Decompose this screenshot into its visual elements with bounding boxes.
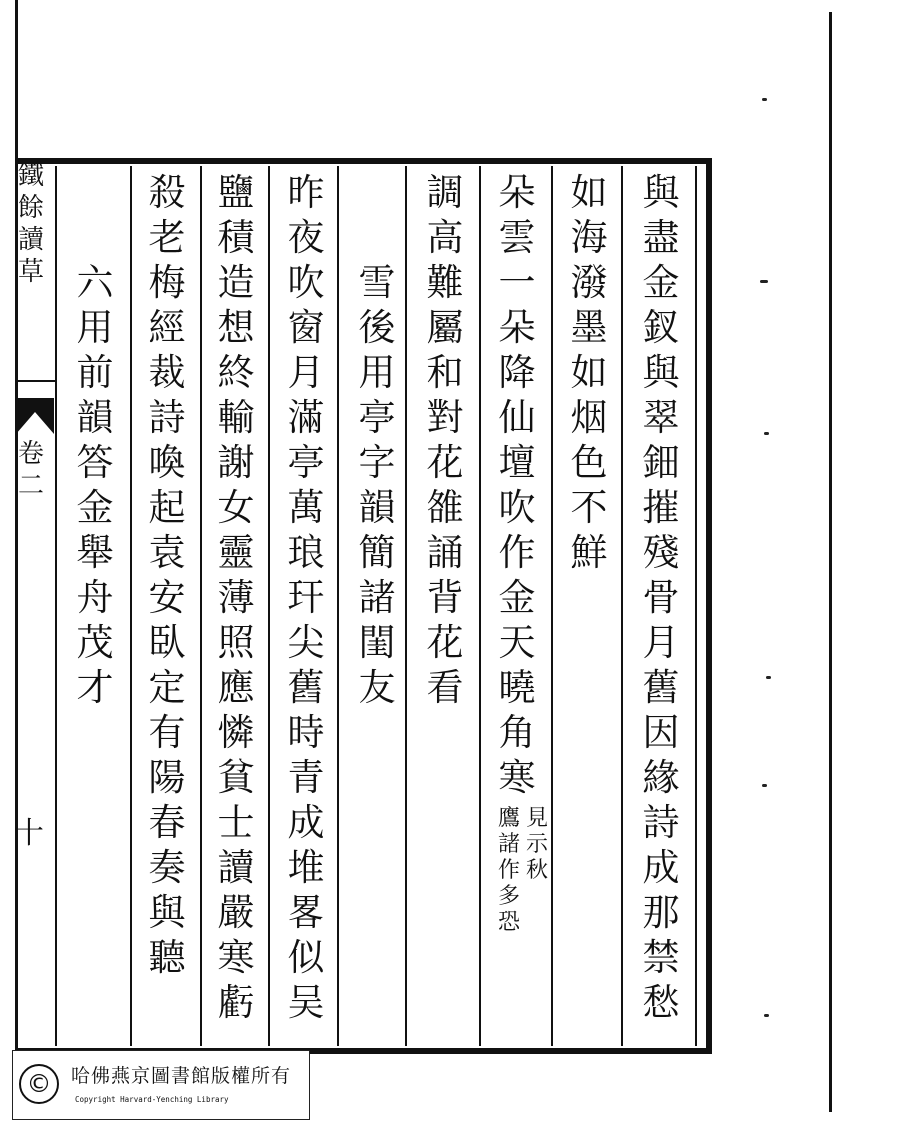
glyph: 前 [76, 351, 114, 394]
glyph: 時 [287, 711, 325, 754]
glyph: 袁 [148, 531, 186, 574]
glyph: 畧 [287, 891, 325, 934]
text-column-6 [283, 170, 329, 1025]
glyph: 韻 [76, 396, 114, 439]
glyph: 輸 [217, 396, 255, 439]
glyph: 造 [217, 261, 255, 304]
glyph: 萬 [287, 486, 325, 529]
glyph: 讀 [17, 225, 44, 255]
glyph: 那 [642, 891, 680, 934]
glyph: 六 [76, 261, 114, 304]
glyph: 月 [287, 351, 325, 394]
glyph: 雪 [358, 261, 396, 304]
glyph: 不 [570, 486, 608, 529]
glyph: 尖 [287, 621, 325, 664]
glyph: 花 [426, 441, 464, 484]
column-divider [268, 166, 270, 1046]
glyph: 見 [526, 806, 549, 831]
glyph: 舊 [642, 666, 680, 709]
glyph: 詩 [642, 801, 680, 844]
glyph: 有 [148, 711, 186, 754]
fish-tail-mark [16, 398, 54, 434]
glyph: 奏 [148, 846, 186, 889]
column-divider [55, 166, 57, 1046]
glyph: 謝 [217, 441, 255, 484]
glyph: 答 [76, 441, 114, 484]
glyph: 後 [358, 306, 396, 349]
glyph: 愁 [642, 981, 680, 1024]
scan-speck [766, 676, 771, 679]
glyph: 友 [358, 666, 396, 709]
glyph: 琅 [287, 531, 325, 574]
copyright-symbol: © [19, 1064, 59, 1104]
glyph: 烟 [570, 396, 608, 439]
glyph: 亭 [358, 396, 396, 439]
glyph: 調 [426, 171, 464, 214]
scan-speck [764, 1014, 769, 1017]
glyph: 韻 [358, 486, 396, 529]
glyph: 舉 [76, 531, 114, 574]
glyph: 積 [217, 216, 255, 259]
glyph: 鐵 [17, 161, 44, 191]
glyph: 照 [217, 621, 255, 664]
glyph: 因 [642, 711, 680, 754]
margin-page-number: 十 [14, 816, 44, 851]
glyph: 金 [76, 486, 114, 529]
glyph: 夜 [287, 216, 325, 259]
column-divider [551, 166, 553, 1046]
glyph: 窗 [287, 306, 325, 349]
glyph: 二 [17, 471, 44, 501]
glyph: 薄 [217, 576, 255, 619]
glyph: 曉 [498, 666, 536, 709]
glyph: 摧 [642, 486, 680, 529]
glyph: 翠 [642, 396, 680, 439]
glyph: 秋 [526, 858, 549, 883]
glyph: 用 [358, 351, 396, 394]
glyph: 金 [498, 576, 536, 619]
glyph: 虧 [217, 981, 255, 1024]
glyph: 餘 [17, 193, 44, 223]
poem-title-column [72, 260, 118, 710]
column-divider [337, 166, 339, 1046]
glyph: 簡 [358, 531, 396, 574]
glyph: 安 [148, 576, 186, 619]
glyph: 成 [642, 846, 680, 889]
column-divider [479, 166, 481, 1046]
glyph: 青 [287, 756, 325, 799]
glyph: 海 [570, 216, 608, 259]
glyph: 朵 [498, 171, 536, 214]
copyright-holder: 哈佛燕京圖書館版權所有 [71, 1065, 292, 1087]
text-column-1 [638, 170, 684, 1025]
glyph: 花 [426, 621, 464, 664]
glyph: 應 [217, 666, 255, 709]
glyph: 緣 [642, 756, 680, 799]
glyph: 閨 [358, 621, 396, 664]
glyph: 靈 [217, 531, 255, 574]
column-divider [405, 166, 407, 1046]
scan-speck [764, 432, 769, 435]
glyph: 骨 [642, 576, 680, 619]
glyph: 亭 [287, 441, 325, 484]
glyph: 吹 [498, 486, 536, 529]
interlinear-note-right [526, 806, 548, 884]
glyph: 才 [76, 666, 114, 709]
page-right-edge [829, 12, 832, 1112]
glyph: 難 [426, 261, 464, 304]
glyph: 似 [287, 936, 325, 979]
glyph: 昨 [287, 171, 325, 214]
glyph: 壇 [498, 441, 536, 484]
glyph: 成 [287, 801, 325, 844]
glyph: 諸 [358, 576, 396, 619]
glyph: 和 [426, 351, 464, 394]
copyright-stamp [12, 1050, 310, 1120]
glyph: 仙 [498, 396, 536, 439]
glyph: 殺 [148, 171, 186, 214]
glyph: 嚴 [217, 891, 255, 934]
glyph: 金 [642, 261, 680, 304]
glyph: 卷 [17, 439, 44, 469]
frame-inner-rule [695, 166, 697, 1046]
glyph: 高 [426, 216, 464, 259]
glyph: 如 [570, 171, 608, 214]
glyph: 女 [217, 486, 255, 529]
glyph: 潑 [570, 261, 608, 304]
margin-book-title [16, 160, 46, 288]
glyph: 禁 [642, 936, 680, 979]
margin-volume [16, 438, 46, 502]
glyph: 滿 [287, 396, 325, 439]
glyph: 一 [498, 261, 536, 304]
glyph: 憐 [217, 711, 255, 754]
scan-speck [760, 280, 768, 283]
glyph: 雲 [498, 216, 536, 259]
text-column-2 [566, 170, 612, 575]
glyph: 吹 [287, 261, 325, 304]
glyph: 屬 [426, 306, 464, 349]
glyph: 臥 [148, 621, 186, 664]
glyph: 春 [148, 801, 186, 844]
glyph: 恐 [498, 910, 521, 935]
glyph: 玕 [287, 576, 325, 619]
copyright-line: Copyright Harvard-Yenching Library [75, 1095, 229, 1104]
glyph: 鷹 [498, 806, 521, 831]
glyph: 雒 [426, 486, 464, 529]
glyph: 用 [76, 306, 114, 349]
scan-speck [762, 784, 767, 787]
glyph: 鈿 [642, 441, 680, 484]
glyph: 想 [217, 306, 255, 349]
scan-speck [762, 98, 767, 101]
glyph: 降 [498, 351, 536, 394]
text-column-3 [494, 170, 540, 800]
glyph: 如 [570, 351, 608, 394]
text-column-7 [213, 170, 259, 1025]
glyph: 看 [426, 666, 464, 709]
poem-title-column [354, 260, 400, 710]
glyph: 喚 [148, 441, 186, 484]
glyph: 草 [17, 257, 44, 287]
glyph: 裁 [148, 351, 186, 394]
glyph: 終 [217, 351, 255, 394]
glyph: 釵 [642, 306, 680, 349]
glyph: 角 [498, 711, 536, 754]
column-divider [200, 166, 202, 1046]
glyph: 茂 [76, 621, 114, 664]
glyph: 與 [148, 891, 186, 934]
glyph: 舊 [287, 666, 325, 709]
text-column-4 [422, 170, 468, 710]
glyph: 殘 [642, 531, 680, 574]
glyph: 舟 [76, 576, 114, 619]
glyph: 墨 [570, 306, 608, 349]
column-divider [130, 166, 132, 1046]
glyph: 朵 [498, 306, 536, 349]
glyph: 背 [426, 576, 464, 619]
glyph: 誦 [426, 531, 464, 574]
glyph: 經 [148, 306, 186, 349]
glyph: 與 [642, 351, 680, 394]
glyph: 梅 [148, 261, 186, 304]
glyph: 陽 [148, 756, 186, 799]
interlinear-note-left [498, 806, 520, 936]
glyph: 貧 [217, 756, 255, 799]
glyph: 作 [498, 531, 536, 574]
glyph: 天 [498, 621, 536, 664]
glyph: 作 [498, 858, 521, 883]
glyph: 起 [148, 486, 186, 529]
glyph: 諸 [498, 832, 521, 857]
glyph: 與 [642, 171, 680, 214]
glyph: 寒 [498, 756, 536, 799]
glyph: 寒 [217, 936, 255, 979]
glyph: 對 [426, 396, 464, 439]
glyph: 示 [526, 832, 549, 857]
glyph: 吴 [287, 981, 325, 1024]
glyph: 鮮 [570, 531, 608, 574]
glyph: 鹽 [217, 171, 255, 214]
column-divider [621, 166, 623, 1046]
glyph: 老 [148, 216, 186, 259]
glyph: 堆 [287, 846, 325, 889]
glyph: 盡 [642, 216, 680, 259]
glyph: 聽 [148, 936, 186, 979]
glyph: 詩 [148, 396, 186, 439]
glyph: 定 [148, 666, 186, 709]
glyph: 色 [570, 441, 608, 484]
glyph: 月 [642, 621, 680, 664]
text-column-8 [144, 170, 190, 980]
glyph: 讀 [217, 846, 255, 889]
glyph: 多 [498, 884, 521, 909]
glyph: 字 [358, 441, 396, 484]
margin-rule [18, 380, 56, 382]
frame-right-border [706, 158, 712, 1054]
frame-top-border [18, 158, 712, 164]
glyph: 士 [217, 801, 255, 844]
